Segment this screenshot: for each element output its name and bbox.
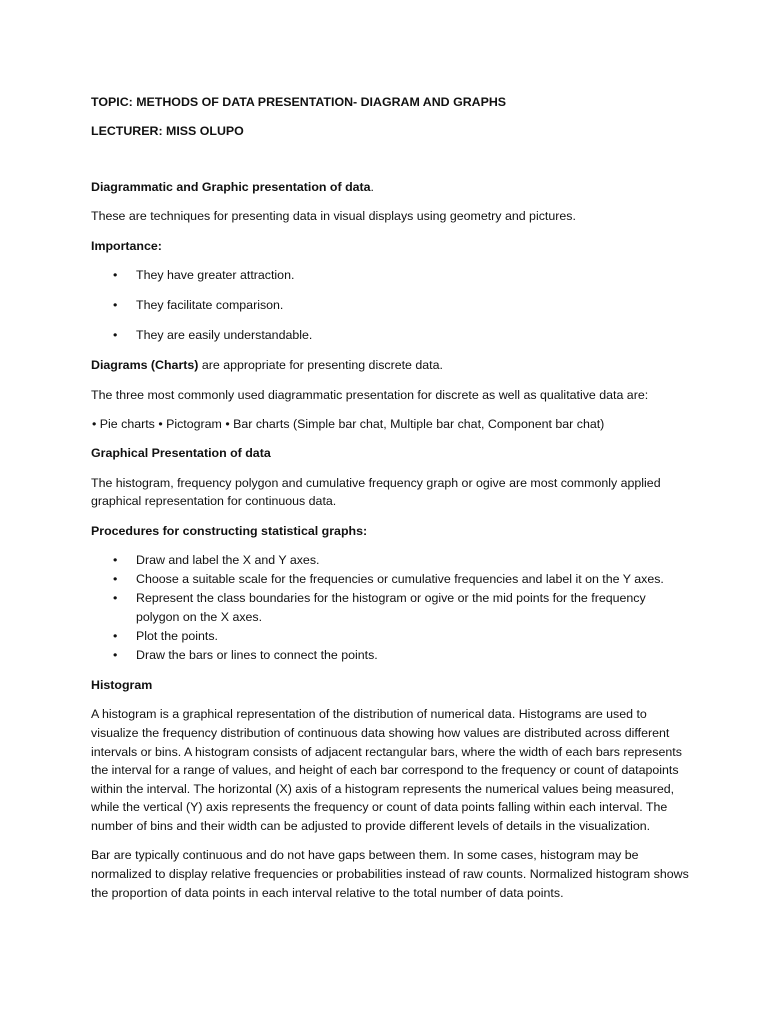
histogram-heading: Histogram (91, 677, 153, 692)
bullet-icon: • (113, 591, 118, 606)
three-most-paragraph: The three most commonly used diagrammatic presentation for discrete as well as qualitative data are: (91, 387, 649, 402)
importance-list (91, 266, 691, 345)
section-heading-diagrammatic (91, 178, 691, 197)
list-item-text: They are easily understandable. (136, 328, 313, 343)
list-item (91, 646, 691, 665)
importance-heading: Importance: (91, 238, 162, 253)
list-item-text: Draw the bars or lines to connect the points. (136, 648, 378, 663)
bullet-icon: • (113, 648, 118, 663)
bullet-icon: • (113, 553, 118, 568)
list-item (91, 589, 691, 626)
list-item-text: They have greater attraction. (136, 268, 295, 283)
histogram-paragraph-2: Bar are typically continuous and do not have gaps between them. In some cases, histogram may be normalized to display relative frequencies or probabilities instead of raw counts. Normalized histogram shows the proportion of data points in each interval relative to the total number of data points. (91, 848, 689, 900)
list-item (91, 627, 691, 646)
bullet-icon: • (113, 298, 118, 313)
bullet-icon: • (113, 572, 118, 587)
list-item (91, 326, 691, 345)
list-item-text: Represent the class boundaries for the histogram or ogive or the mid points for the frequency polygon on the X axes. (136, 591, 646, 625)
list-item (91, 570, 691, 589)
diagrams-term: Diagrams (Charts) (91, 358, 199, 373)
document-body (91, 93, 691, 913)
list-item (91, 266, 691, 285)
graphical-heading: Graphical Presentation of data (91, 446, 271, 461)
section-heading-diagrammatic-text: Diagrammatic and Graphic presentation of data (91, 179, 371, 194)
diagrams-description: are appropriate for presenting discrete data. (198, 358, 443, 373)
bullet-icon: • (113, 328, 118, 343)
histogram-paragraph-1: A histogram is a graphical representation of the distribution of numerical data. Histograms are used to visualize the frequency distribution of continuous data showing how values are distributed across different intervals or bins. A histogram consists of adjacent rectangular bars, where the width of each bars represents the interval for a range of values, and height of each bar correspond to the frequency or count of datapoints within the interval. The horizontal (X) axis of a histogram represents the numerical values being measured, while the vertical (Y) axis represents the frequency or count of data points falling within each interval. The number of bins and their width can be adjusted to provide different levels of details in the visualization. (91, 707, 682, 833)
list-item (91, 296, 691, 315)
list-item-text: Draw and label the X and Y axes. (136, 553, 320, 568)
lecturer-line: LECTURER: MISS OLUPO (91, 124, 244, 139)
bullet-icon: • (113, 268, 118, 283)
chart-types-line: • Pie charts • Pictogram • Bar charts (Simple bar chat, Multiple bar chat, Component bar chat) (92, 416, 605, 431)
list-item-text: Choose a suitable scale for the frequencies or cumulative frequencies and label it on the Y axes. (136, 572, 664, 587)
list-item-text: Plot the points. (136, 629, 218, 644)
procedures-heading: Procedures for constructing statistical graphs: (91, 523, 368, 538)
intro-paragraph: These are techniques for presenting data in visual displays using geometry and pictures. (91, 209, 576, 224)
bullet-icon: • (113, 629, 118, 644)
list-item (91, 551, 691, 570)
topic-heading: TOPIC: METHODS OF DATA PRESENTATION- DIAGRAM AND GRAPHS (91, 95, 507, 109)
list-item-text: They facilitate comparison. (136, 298, 284, 313)
graphical-paragraph: The histogram, frequency polygon and cumulative frequency graph or ogive are most commonly applied graphical representation for continuous data. (91, 475, 661, 509)
section-heading-diagrammatic-suffix: . (370, 179, 374, 194)
diagrams-paragraph (91, 356, 691, 375)
procedures-list (91, 551, 691, 665)
